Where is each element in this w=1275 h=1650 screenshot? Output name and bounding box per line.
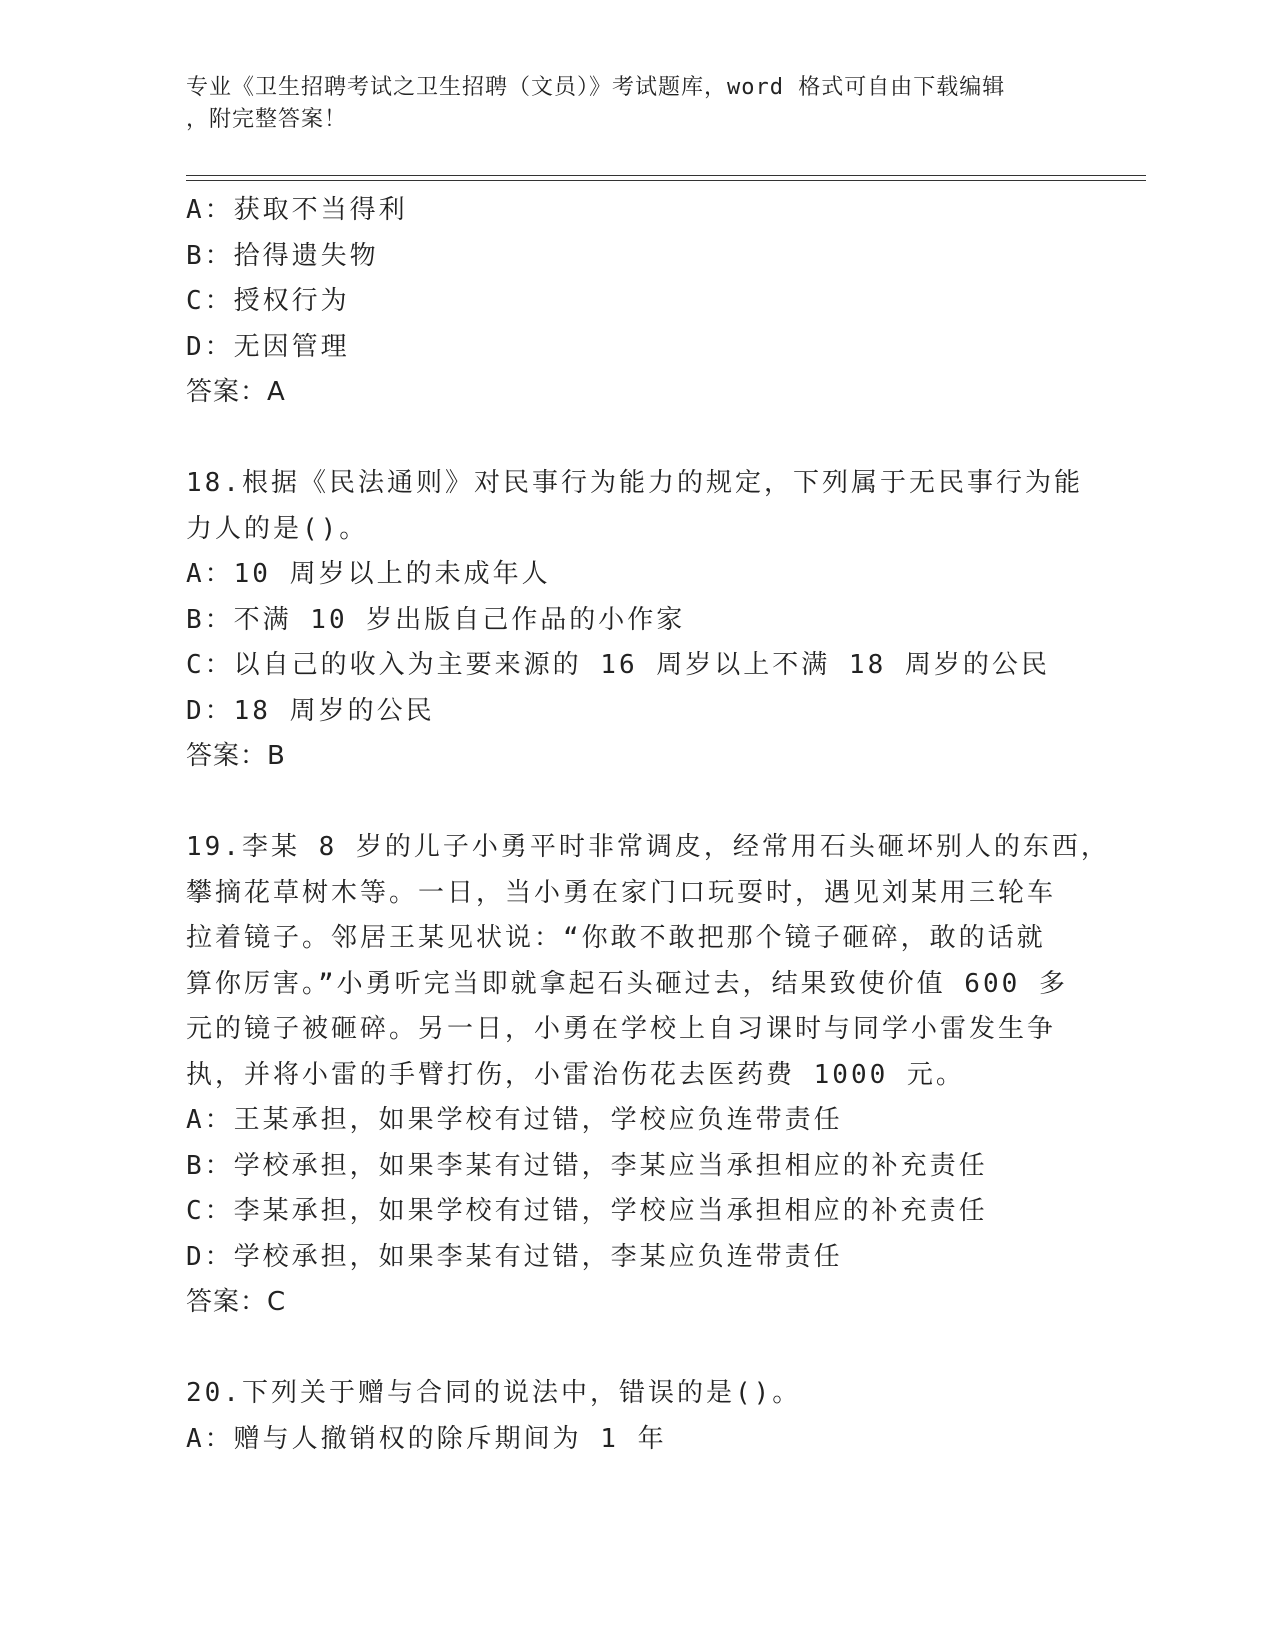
- question-stem-line: 20.下列关于赠与合同的说法中，错误的是()。: [186, 1378, 802, 1408]
- answer: 答案：B: [186, 741, 286, 771]
- question-18: [186, 461, 1086, 780]
- option-c: C：以自己的收入为主要来源的 16 周岁以上不满 18 周岁的公民: [186, 650, 1050, 680]
- question-stem-line: 算你厉害。”小勇听完当即就拿起石头砸过去，结果致使价值 600 多: [186, 968, 1068, 999]
- question-stem-line: 攀摘花草树木等。一日，当小勇在家门口玩耍时，遇见刘某用三轮车: [186, 877, 1057, 908]
- option-d: D：学校承担，如果李某有过错，李某应负连带责任: [186, 1241, 843, 1272]
- spacer: [186, 1326, 1086, 1372]
- spacer: [186, 780, 1086, 826]
- option-c: C：授权行为: [186, 286, 350, 316]
- question-20: [186, 1371, 1086, 1462]
- question-stem-line: 18.根据《民法通则》对民事行为能力的规定，下列属于无民事行为能: [186, 468, 1083, 498]
- question-stem-line: 力人的是()。: [186, 513, 369, 544]
- answer: 答案：A: [186, 377, 286, 407]
- question-17: [186, 188, 1086, 416]
- question-list: [186, 188, 1110, 1462]
- question-stem-line: 拉着镜子。邻居王某见状说：“你敢不敢把那个镜子砸碎，敢的话就: [186, 923, 1046, 953]
- header-line-1: 专业《卫生招聘考试之卫生招聘（文员）》考试题库，word 格式可自由下载编辑: [186, 75, 1006, 100]
- header-line-2: ，附完整答案！: [186, 107, 348, 132]
- option-a: A：王某承担，如果学校有过错，学校应负连带责任: [186, 1105, 843, 1135]
- question-stem-line: 元的镜子被砸碎。另一日，小勇在学校上自习课时与同学小雷发生争: [186, 1014, 1057, 1044]
- option-b: B：不满 10 岁出版自己作品的小作家: [186, 604, 686, 635]
- option-c: C：李某承担，如果学校有过错，学校应当承担相应的补充责任: [186, 1196, 988, 1226]
- spacer: [186, 416, 1086, 462]
- question-stem-line: 19.李某 8 岁的儿子小勇平时非常调皮，经常用石头砸坏别人的东西，: [186, 832, 1110, 862]
- option-b: B：拾得遗失物: [186, 240, 379, 271]
- option-a: A：赠与人撤销权的除斥期间为 1 年: [186, 1423, 667, 1454]
- question-19: [186, 825, 1110, 1326]
- header-divider-top: [186, 175, 1146, 176]
- option-a: A：获取不当得利: [186, 195, 408, 225]
- document-header: [186, 72, 1066, 136]
- answer: 答案：C: [186, 1287, 287, 1317]
- option-d: D：18 周岁的公民: [186, 695, 435, 726]
- question-stem-line: 执，并将小雷的手臂打伤，小雷治伤花去医药费 1000 元。: [186, 1059, 965, 1090]
- option-a: A：10 周岁以上的未成年人: [186, 559, 551, 589]
- option-d: D：无因管理: [186, 331, 350, 362]
- option-b: B：学校承担，如果李某有过错，李某应当承担相应的补充责任: [186, 1150, 988, 1181]
- header-divider-bottom: [186, 180, 1146, 181]
